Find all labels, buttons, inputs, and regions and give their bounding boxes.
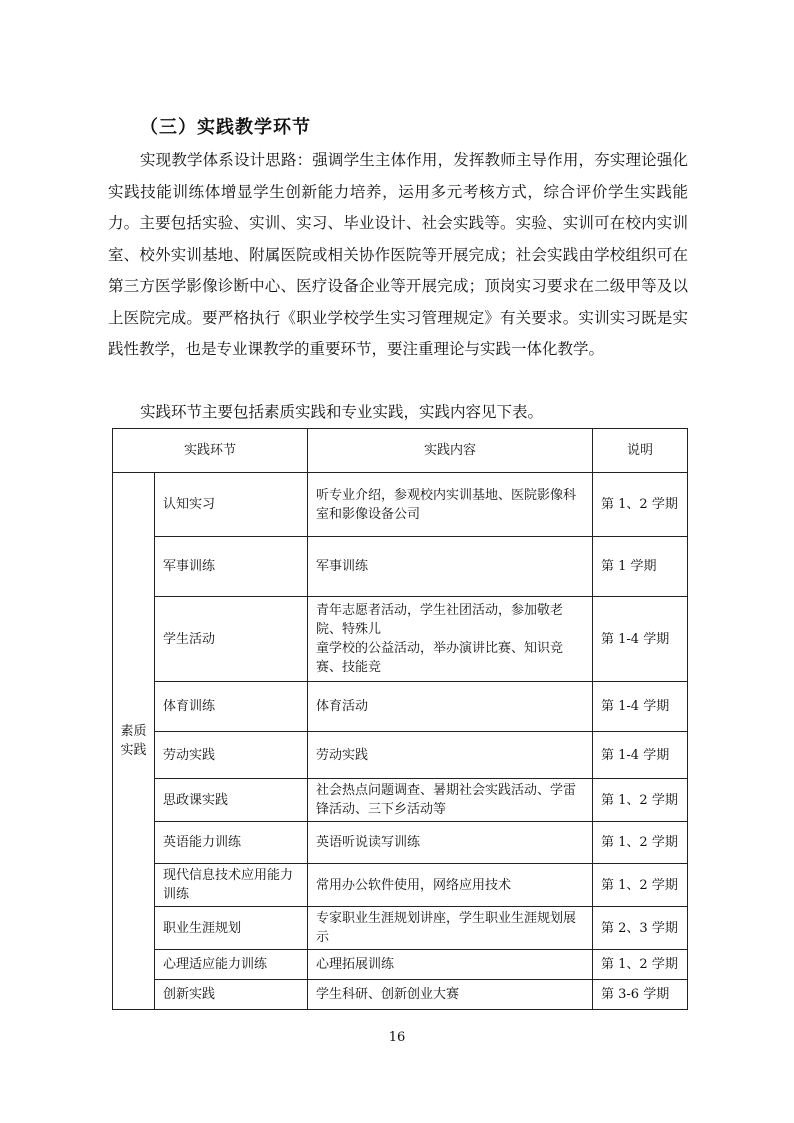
row-content: 心理拓展训练: [308, 950, 593, 980]
row-name: 军事训练: [155, 537, 308, 597]
table-row: [113, 597, 688, 682]
header-practice-section: 实践环节: [113, 429, 308, 473]
row-note: 第 1 学期: [593, 537, 688, 597]
row-content: 英语听说读写训练: [308, 822, 593, 864]
row-name: 认知实习: [155, 473, 308, 537]
row-note: 第 1-4 学期: [593, 732, 688, 779]
row-note: 第 1、2 学期: [593, 473, 688, 537]
row-name: 创新实践: [155, 980, 308, 1010]
table-intro-paragraph: 实践环节主要包括素质实践和专业实践，实践内容见下表。: [140, 403, 544, 421]
practice-table: [112, 428, 688, 1010]
row-note: 第 1、2 学期: [593, 822, 688, 864]
row-note: 第 1-4 学期: [593, 597, 688, 682]
header-practice-content: 实践内容: [308, 429, 593, 473]
row-note: 第 2、3 学期: [593, 907, 688, 950]
row-name: 职业生涯规划: [155, 907, 308, 950]
row-name: 现代信息技术应用能力训练: [155, 864, 308, 907]
table-row: [113, 732, 688, 779]
table-row: [113, 980, 688, 1010]
row-content: 青年志愿者活动，学生社团活动，参加敬老院、特殊儿 童学校的公益活动，举办演讲比赛、知识竞赛、技能竞: [308, 597, 593, 682]
practice-table-container: [112, 428, 687, 1010]
intro-paragraph: 实现教学体系设计思路：强调学生主体作用，发挥教师主导作用，夯实理论强化实践技能训练体增显学生创新能力培养，运用多元考核方式，综合评价学生实践能力。主要包括实验、实训、实习、毕业设计、社会实践等。实验、实训可在校内实训室、校外实训基地、附属医院或相关协作医院等开展完成；社会实践由学校组织可在第三方医学影像诊断中心、医疗设备企业等开展完成；顶岗实习要求在二级甲等及以上医院完成。要严格执行《职业学校学生实习管理规定》有关要求。实训实习既是实践性教学，也是专业课教学的重要环节，要注重理论与实践一体化教学。: [108, 151, 688, 358]
row-content: 劳动实践: [308, 732, 593, 779]
row-content: 常用办公软件使用，网络应用技术: [308, 864, 593, 907]
table-row: [113, 473, 688, 537]
row-note: 第 1、2 学期: [593, 864, 688, 907]
table-row: [113, 950, 688, 980]
table-row: [113, 537, 688, 597]
row-name: 英语能力训练: [155, 822, 308, 864]
row-content: 军事训练: [308, 537, 593, 597]
row-note: 第 1、2 学期: [593, 950, 688, 980]
table-header-row: [113, 429, 688, 473]
row-name: 心理适应能力训练: [155, 950, 308, 980]
row-content: 听专业介绍，参观校内实训基地、医院影像科室和影像设备公司: [308, 473, 593, 537]
row-note: 第 3-6 学期: [593, 980, 688, 1010]
row-note: 第 1、2 学期: [593, 779, 688, 822]
row-name: 思政课实践: [155, 779, 308, 822]
table-row: [113, 907, 688, 950]
section-heading: （三）实践教学环节: [140, 117, 311, 138]
table-row: [113, 682, 688, 732]
row-name: 体育训练: [155, 682, 308, 732]
table-row: [113, 779, 688, 822]
header-note: 说明: [593, 429, 688, 473]
group-cell: 素质实践: [113, 473, 155, 1010]
row-content: 专家职业生涯规划讲座，学生职业生涯规划展示: [308, 907, 593, 950]
page-number: 16: [388, 1030, 406, 1045]
row-content: 社会热点问题调查、暑期社会实践活动、学雷锋活动、三下乡活动等: [308, 779, 593, 822]
row-content: 体育活动: [308, 682, 593, 732]
table-row: [113, 822, 688, 864]
row-note: 第 1-4 学期: [593, 682, 688, 732]
table-row: [113, 864, 688, 907]
row-name: 学生活动: [155, 597, 308, 682]
row-name: 劳动实践: [155, 732, 308, 779]
row-content: 学生科研、创新创业大赛: [308, 980, 593, 1010]
